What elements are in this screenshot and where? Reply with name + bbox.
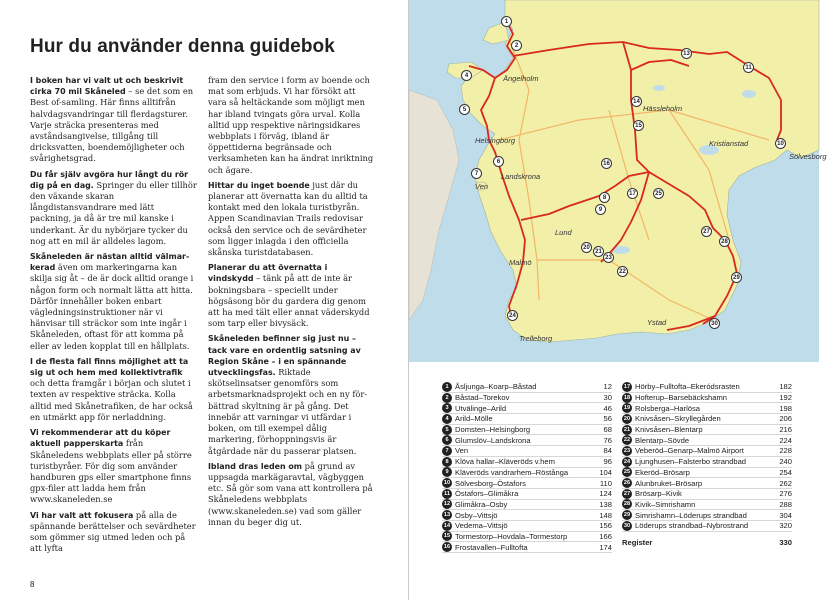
route-number-badge: 20 — [623, 415, 631, 422]
route-number-badge: 2 — [442, 393, 452, 403]
route-number-badge: 3 — [442, 403, 452, 413]
route-number-badge: 11 — [442, 489, 452, 499]
map-label-hassleholm: Hässleholm — [643, 104, 683, 113]
lake — [653, 85, 665, 91]
route-number-badge: 29 — [623, 512, 631, 519]
legend-row: 29 Simrishamn–Löderups strandbad 304 — [623, 510, 792, 520]
route-number-badge: 27 — [623, 490, 631, 497]
route-number-badge: 22 — [623, 437, 631, 444]
legend-row: 17 Hörby–Fulltofta–Ekeródsrasten 182 — [623, 382, 792, 392]
route-marker: 7 — [471, 168, 482, 179]
route-number-badge: 1 — [442, 382, 452, 392]
route-number-badge: 30 — [623, 522, 631, 529]
legend-row: 14 Vedema–Vittsjö 156 — [443, 521, 612, 531]
legend-row: 27 Brösarp–Kivik 276 — [623, 489, 792, 499]
text-columns — [30, 75, 384, 580]
route-legend — [442, 382, 794, 582]
paragraph: Skåneleden är nästan alltid välmarkerad även om markeringarna kan skilja sig åt – de är dock alltid orange i någon form och normalt lätta att hitta. Därför innehåller boken enbart vägledningsinstruktioner när vi hänvisar till sträckor som inte ingår i Skåneleden, oftast för att komma på eller av leden kopplat till en hållplats. — [30, 252, 194, 351]
legend-row: 28 Kivik–Simrishamn 288 — [623, 499, 792, 509]
map-label-ystad: Ystad — [647, 318, 667, 327]
map-label-angelholm: Ängelholm — [503, 74, 539, 83]
map-label-kristianstad: Kristianstad — [709, 139, 749, 148]
legend-row: 19 Rolsberga–Harlösa 198 — [623, 403, 792, 413]
legend-row: 25 Ekeröd–Brösarp 254 — [623, 467, 792, 477]
legend-row: 12 Glimåkra–Osby 138 — [443, 499, 612, 509]
route-number-badge: 24 — [623, 458, 631, 465]
legend-row: 5 Domsten–Helsingborg 68 — [442, 425, 612, 436]
legend-column-1 — [442, 382, 612, 553]
route-marker: 21 — [593, 246, 604, 257]
map-label-lund: Lund — [555, 228, 572, 237]
route-marker: 13 — [681, 48, 692, 59]
paragraph: I boken har vi valt ut och beskrivit cirka 70 mil Skåneled – se det som en Best of-samling. Här finns alltifrån halvdagsvandringar till flerdagsturer. Varje sträcka presenteras med avståndsangivelse, tillgång till dricksvatten, boendemöjligheter och svårighetsgrad. — [30, 76, 194, 164]
route-marker: 9 — [595, 204, 606, 215]
paragraph: Vi har valt att fokusera på alla de spännande berättelser och sevärdheter som gömmer sig utmed leden och på att lyfta — [30, 509, 196, 554]
route-marker: 23 — [603, 252, 614, 263]
paragraph: Ibland dras leden om på grund av uppsagda markägaravtal, vägbyggen etc. Så gör som vana att kontrollera på Skåneledens webbplats (www.skaneleden.se) vad som gäller innan du beger dig ut. — [208, 460, 373, 527]
route-marker: 10 — [775, 138, 786, 149]
legend-row: 24 Ljunghusen–Falsterbo strandbad 240 — [623, 457, 792, 467]
route-marker: 29 — [731, 272, 742, 283]
legend-register-row: Register 330 — [622, 538, 792, 548]
paragraph: Skåneleden befinner sig just nu – tack vare en ordentlig satsning av Region Skåne – i en spännande utvecklingsfas. Riktade skötselinsatser genomförs som arbetsmarknadsprojekt och en ny förbättrad skyltning är på gång. Det innebär att varningar vi utfärdar i boken, om till exempel dålig markering, förhoppningsvis är åtgärdade när du passerar platsen. — [208, 334, 368, 456]
route-marker: 27 — [701, 226, 712, 237]
legend-row: 22 Blentarp–Sövde 224 — [623, 435, 792, 445]
legend-row: 30 Löderups strandbad–Nybrostrand 320 — [623, 521, 792, 531]
text-column-2 — [208, 75, 375, 532]
legend-row: 6 Glumslöv–Landskrona 76 — [442, 435, 612, 446]
legend-row: 9 Kläveröds vandrarhem–Röstånga 104 — [442, 468, 612, 479]
legend-row: 10 Sölvesborg–Östafors 110 — [443, 478, 612, 488]
text-column-1 — [30, 75, 197, 558]
route-marker: 30 — [709, 318, 720, 329]
route-marker: 22 — [617, 266, 628, 277]
map — [409, 0, 827, 362]
route-number-badge: 15 — [443, 533, 451, 540]
page-number: 8 — [30, 580, 35, 589]
route-marker: 4 — [461, 70, 472, 81]
route-marker: 14 — [631, 96, 642, 107]
legend-row: 2 Båstad–Torekov 30 — [442, 393, 612, 404]
route-number-badge: 17 — [623, 383, 631, 390]
legend-row: 11 Östafors–Glimåkra 124 — [442, 489, 612, 500]
legend-row: 3 Utvälinge–Arild 46 — [442, 403, 612, 414]
legend-row: 23 Veberöd–Genarp–Malmö Airport 228 — [623, 446, 792, 456]
route-number-badge: 12 — [443, 501, 451, 508]
route-number-badge: 5 — [442, 425, 452, 435]
route-marker: 8 — [599, 192, 610, 203]
route-number-badge: 26 — [623, 480, 631, 487]
route-marker: 2 — [511, 40, 522, 51]
route-marker: 6 — [493, 156, 504, 167]
route-number-badge: 7 — [442, 446, 452, 456]
route-number-badge: 25 — [623, 469, 631, 476]
legend-row: 1 Åsljunga–Koarp–Båstad 12 — [442, 382, 612, 393]
route-number-badge: 16 — [443, 544, 451, 551]
map-graphic — [409, 0, 819, 362]
legend-row: 20 Knivsåsen–Skryllegården 206 — [623, 414, 792, 424]
route-marker: 1 — [501, 16, 512, 27]
lake — [742, 90, 756, 98]
legend-row: 26 Alunbruket–Brösarp 262 — [623, 478, 792, 488]
route-number-badge: 13 — [443, 512, 451, 519]
route-number-badge: 6 — [442, 435, 452, 445]
route-number-badge: 21 — [623, 426, 631, 433]
legend-row: 4 Arild–Mölle 56 — [442, 414, 612, 425]
paragraph: Planerar du att övernatta i vindskydd – tänk på att de inte är bokningsbara – speciellt under högsäsong bör du gardera dig genom att ha med tält eller annat väderskydd som tarp eller bivysäck. — [208, 263, 370, 329]
map-label-ven: Ven — [475, 182, 489, 191]
legend-row: 15 Tormestorp–Hovdala–Tormestorp 166 — [443, 531, 612, 541]
route-marker: 5 — [459, 104, 470, 115]
route-marker: 16 — [601, 158, 612, 169]
legend-row: 21 Knivsåsen–Blentarp 216 — [623, 425, 792, 435]
map-label-helsingborg: Helsingborg — [475, 136, 516, 145]
legend-row: 7 Ven 84 — [442, 446, 612, 457]
map-label-landskrona: Landskrona — [501, 172, 541, 181]
route-number-badge: 19 — [623, 405, 631, 412]
map-label-trelleborg: Trelleborg — [519, 334, 553, 343]
route-number-badge: 9 — [442, 467, 452, 477]
legend-row: 13 Osby–Vittsjö 148 — [443, 510, 612, 520]
route-marker: 28 — [719, 236, 730, 247]
route-number-badge: 10 — [443, 480, 451, 487]
route-number-badge: 4 — [442, 414, 452, 424]
page-title: Hur du använder denna guidebok — [30, 36, 335, 57]
route-marker: 17 — [627, 188, 638, 199]
route-number-badge: 14 — [443, 522, 451, 529]
route-marker: 24 — [507, 310, 518, 321]
route-marker: 11 — [743, 62, 754, 73]
paragraph: Vi rekommenderar att du köper aktuell papperskarta från Skåneledens webbplats eller på större turistbyråer. För dig som använder handburen gps eller smartphone finns gpx-filer att ladda hem från www.skaneleden.se — [30, 428, 192, 505]
legend-column-2 — [622, 382, 792, 548]
route-marker: 15 — [633, 120, 644, 131]
route-marker: 20 — [581, 242, 592, 253]
route-marker: 25 — [653, 188, 664, 199]
map-label-solvesborg: Sölvesborg — [789, 152, 827, 161]
paragraph: Du får själv avgöra hur långt du rör dig på en dag. Springer du eller tillhör den växande skaran långdistansvandrare med lätt packning, ja då är tre mil kanske i underkant. Är du nybörjare tycker du nog att en mil är alldeles lagom. — [30, 169, 197, 246]
route-number-badge: 8 — [442, 457, 452, 467]
map-label-malmo: Malmö — [509, 258, 532, 267]
left-page — [0, 0, 409, 600]
paragraph: fram den service i form av boende och mat som erbjuds. Vi har försökt att vara så heltäckande som möjligt men har ibland tvingats göra urval. Kolla alltid upp respektive näringsidkares webbplats i förväg, ibland är öppettiderna begränsade och verksamheten kan ha ändrat inriktning och ägare. — [208, 75, 374, 175]
paragraph: Hittar du inget boende just där du planerar att övernatta kan du alltid ta kontakt med den lokala turistbyrån. Appen Scandinavian Trails redovisar också den service och de sevärdheter som ligger inlagda i den officiella skånska turistdatabasen. — [208, 179, 368, 258]
legend-row: 8 Klöva hallar–Kläveröds v.hem 96 — [442, 457, 612, 468]
legend-row: 16 Frostavallen–Fulltofta 174 — [443, 542, 612, 552]
paragraph: I de flesta fall finns möjlighet att ta sig ut och hem med kollektivtrafik och detta framgår i början och slutet i texten av respektive sträcka. Kolla alltid med Skånetrafiken, de har också en utmärkt app för nerladdning. — [30, 356, 193, 422]
route-number-badge: 18 — [623, 394, 631, 401]
legend-row: 18 Hofterup–Barsebäckshamn 192 — [623, 393, 792, 403]
route-number-badge: 28 — [623, 501, 631, 508]
route-number-badge: 23 — [623, 447, 631, 454]
